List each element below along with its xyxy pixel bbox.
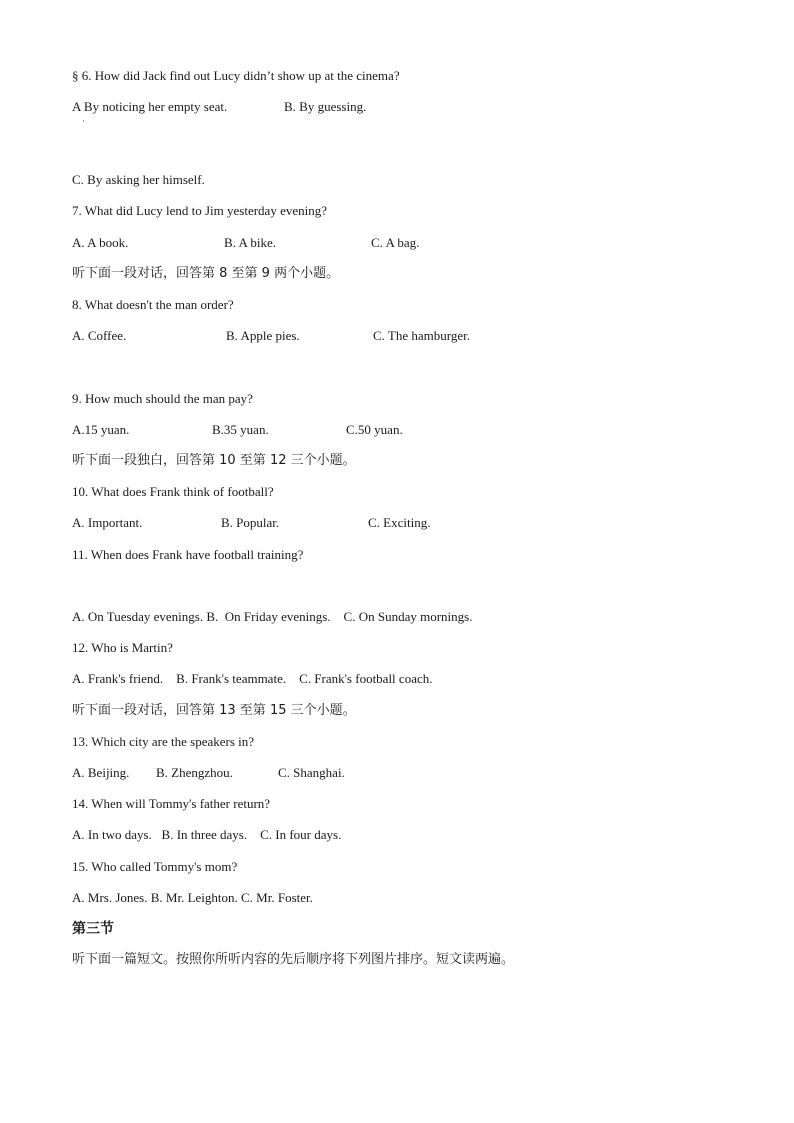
directions-8-9: 听下面一段对话，回答第 8 至第 9 两个小题。	[72, 266, 340, 281]
question-14: 14. When will Tommy's father return?	[72, 796, 271, 811]
option-a: A. Coffee.	[72, 328, 127, 343]
option-b: B. By guessing.	[284, 99, 367, 114]
question-6-option-c: C. By asking her himself.	[72, 172, 205, 187]
section-directions: 听下面一篇短文。按照你所听内容的先后顺序将下列图片排序。短文读两遍。	[72, 952, 515, 967]
option-b: B. Popular.	[221, 515, 280, 530]
option-b: B. Apple pies.	[226, 328, 300, 343]
question-15: 15. Who called Tommy's mom?	[72, 859, 238, 874]
option-a: A. Beijing.	[72, 765, 130, 780]
question-12-options: A. Frank's friend. B. Frank's teammate. C. Frank's football coach.	[72, 671, 433, 686]
question-6: § 6. How did Jack find out Lucy didn’t show up at the cinema?	[72, 68, 400, 83]
question-15-options: A. Mrs. Jones. B. Mr. Leighton. C. Mr. Foster.	[72, 890, 313, 905]
question-10: 10. What does Frank think of football?	[72, 484, 274, 499]
question-8: 8. What doesn't the man order?	[72, 297, 234, 312]
option-b: B.35 yuan.	[212, 422, 269, 437]
question-7: 7. What did Lucy lend to Jim yesterday evening?	[72, 203, 327, 218]
question-9: 9. How much should the man pay?	[72, 391, 253, 406]
question-12: 12. Who is Martin?	[72, 640, 173, 655]
section-heading: 第三节	[72, 921, 114, 937]
option-c: C. The hamburger.	[373, 328, 471, 343]
option-a: A By noticing her empty seat.	[72, 99, 228, 114]
option-a: A. Important.	[72, 515, 143, 530]
directions-13-15: 听下面一段对话，回答第 13 至第 15 三个小题。	[72, 703, 356, 718]
option-c: C. Shanghai.	[278, 765, 345, 780]
question-14-options: A. In two days. B. In three days. C. In four days.	[72, 827, 342, 842]
directions-10-12: 听下面一段独白，回答第 10 至第 12 三个小题。	[72, 453, 356, 468]
question-11-options: A. On Tuesday evenings. B. On Friday evenings. C. On Sunday mornings.	[72, 609, 473, 624]
question-11: 11. When does Frank have football training?	[72, 547, 304, 562]
option-a: A.15 yuan.	[72, 422, 130, 437]
option-c: C.50 yuan.	[346, 422, 403, 437]
option-b: B. A bike.	[224, 235, 277, 250]
option-c: C. A bag.	[371, 235, 420, 250]
stray-mark: ·	[82, 116, 85, 126]
option-a: A. A book.	[72, 235, 129, 250]
option-c: C. Exciting.	[368, 515, 431, 530]
option-b: B. Zhengzhou.	[156, 765, 233, 780]
question-13: 13. Which city are the speakers in?	[72, 734, 255, 749]
